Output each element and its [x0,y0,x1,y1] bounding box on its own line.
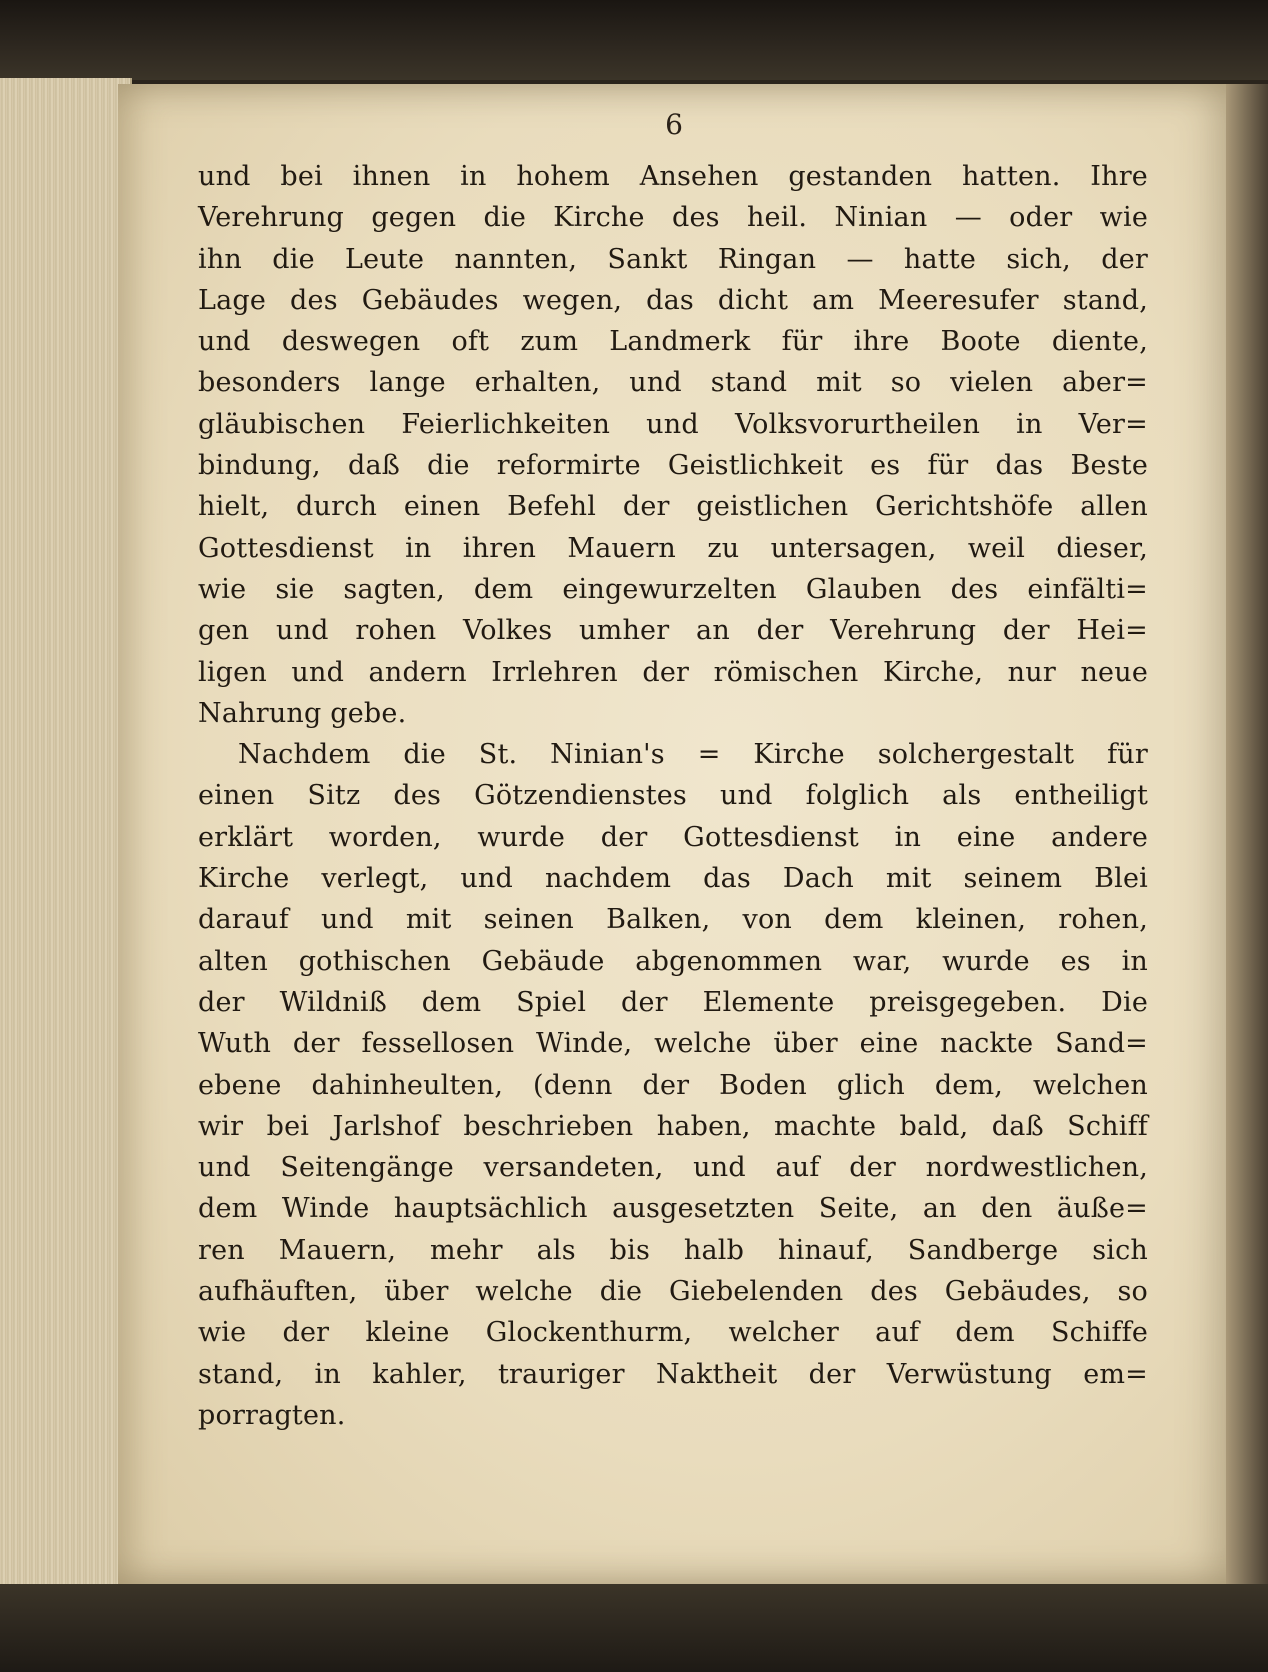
text-line: aufhäuften, über welche die Giebelenden des Gebäudes, so [198,1276,1148,1308]
text-line: und deswegen oft zum Landmerk für ihre Boote diente, [198,326,1148,358]
text-line: ihn die Leute nannten, Sankt Ringan — hatte sich, der [198,243,1148,275]
text-line: Kirche verlegt, und nachdem das Dach mit seinem Blei [198,863,1148,895]
body-text [198,156,1148,1436]
text-line: einen Sitz des Götzendienstes und folglich als entheiligt [198,780,1148,812]
book-edge-bottom [0,1584,1268,1672]
text-line: Lage des Gebäudes wegen, das dicht am Meeresufer stand, [198,284,1148,316]
text-line: porragten. [198,1399,346,1431]
page-edges-left [0,78,132,1588]
text-line: Gottesdienst in ihren Mauern zu untersagen, weil dieser, [198,532,1148,564]
text-line: stand, in kahler, trauriger Naktheit der Verwüstung em= [198,1358,1148,1390]
text-line: gen und rohen Volkes umher an der Verehrung der Hei= [198,615,1148,647]
text-line: darauf und mit seinen Balken, von dem kleinen, rohen, [198,904,1148,936]
text-line: bindung, daß die reformirte Geistlichkeit es für das Beste [198,450,1148,482]
text-line: der Wildniß dem Spiel der Elemente preisgegeben. Die [198,986,1148,1018]
text-line: Wuth der fessellosen Winde, welche über eine nackte Sand= [198,1028,1148,1060]
gutter-shadow-right [1226,84,1268,1584]
text-line: Nachdem die St. Ninian's = Kirche solchergestalt für [238,739,1148,771]
text-line: wir bei Jarlshof beschrieben haben, machte bald, daß Schiff [198,1110,1148,1142]
paragraph-2 [198,734,1148,1436]
text-line: Verehrung gegen die Kirche des heil. Ninian — oder wie [198,202,1148,234]
text-line: alten gothischen Gebäude abgenommen war, wurde es in [198,945,1148,977]
text-line: wie sie sagten, dem eingewurzelten Glauben des einfälti= [198,573,1148,605]
text-line: erklärt worden, wurde der Gottesdienst in eine andere [198,821,1148,853]
paragraph-1 [198,156,1148,734]
text-line: und bei ihnen in hohem Ansehen gestanden hatten. Ihre [198,161,1148,192]
text-line: ligen und andern Irrlehren der römischen Kirche, nur neue [198,656,1148,688]
text-line: hielt, durch einen Befehl der geistlichen Gerichtshöfe allen [198,491,1148,523]
text-line: dem Winde hauptsächlich ausgesetzten Seite, an den äuße= [198,1193,1148,1225]
text-line: ebene dahinheulten, (denn der Boden glich dem, welchen [198,1069,1148,1101]
text-line: und Seitengänge versandeten, und auf der nordwestlichen, [198,1152,1148,1184]
book-spine-top [0,0,1268,80]
page-number: 6 [665,108,683,141]
text-line: gläubischen Feierlichkeiten und Volksvorurtheilen in Ver= [198,408,1148,440]
text-line: wie der kleine Glockenthurm, welcher auf dem Schiffe [198,1317,1148,1349]
text-line: Nahrung gebe. [198,697,407,729]
text-line: besonders lange erhalten, und stand mit so vielen aber= [198,367,1148,399]
text-line: ren Mauern, mehr als bis halb hinauf, Sandberge sich [198,1234,1148,1266]
